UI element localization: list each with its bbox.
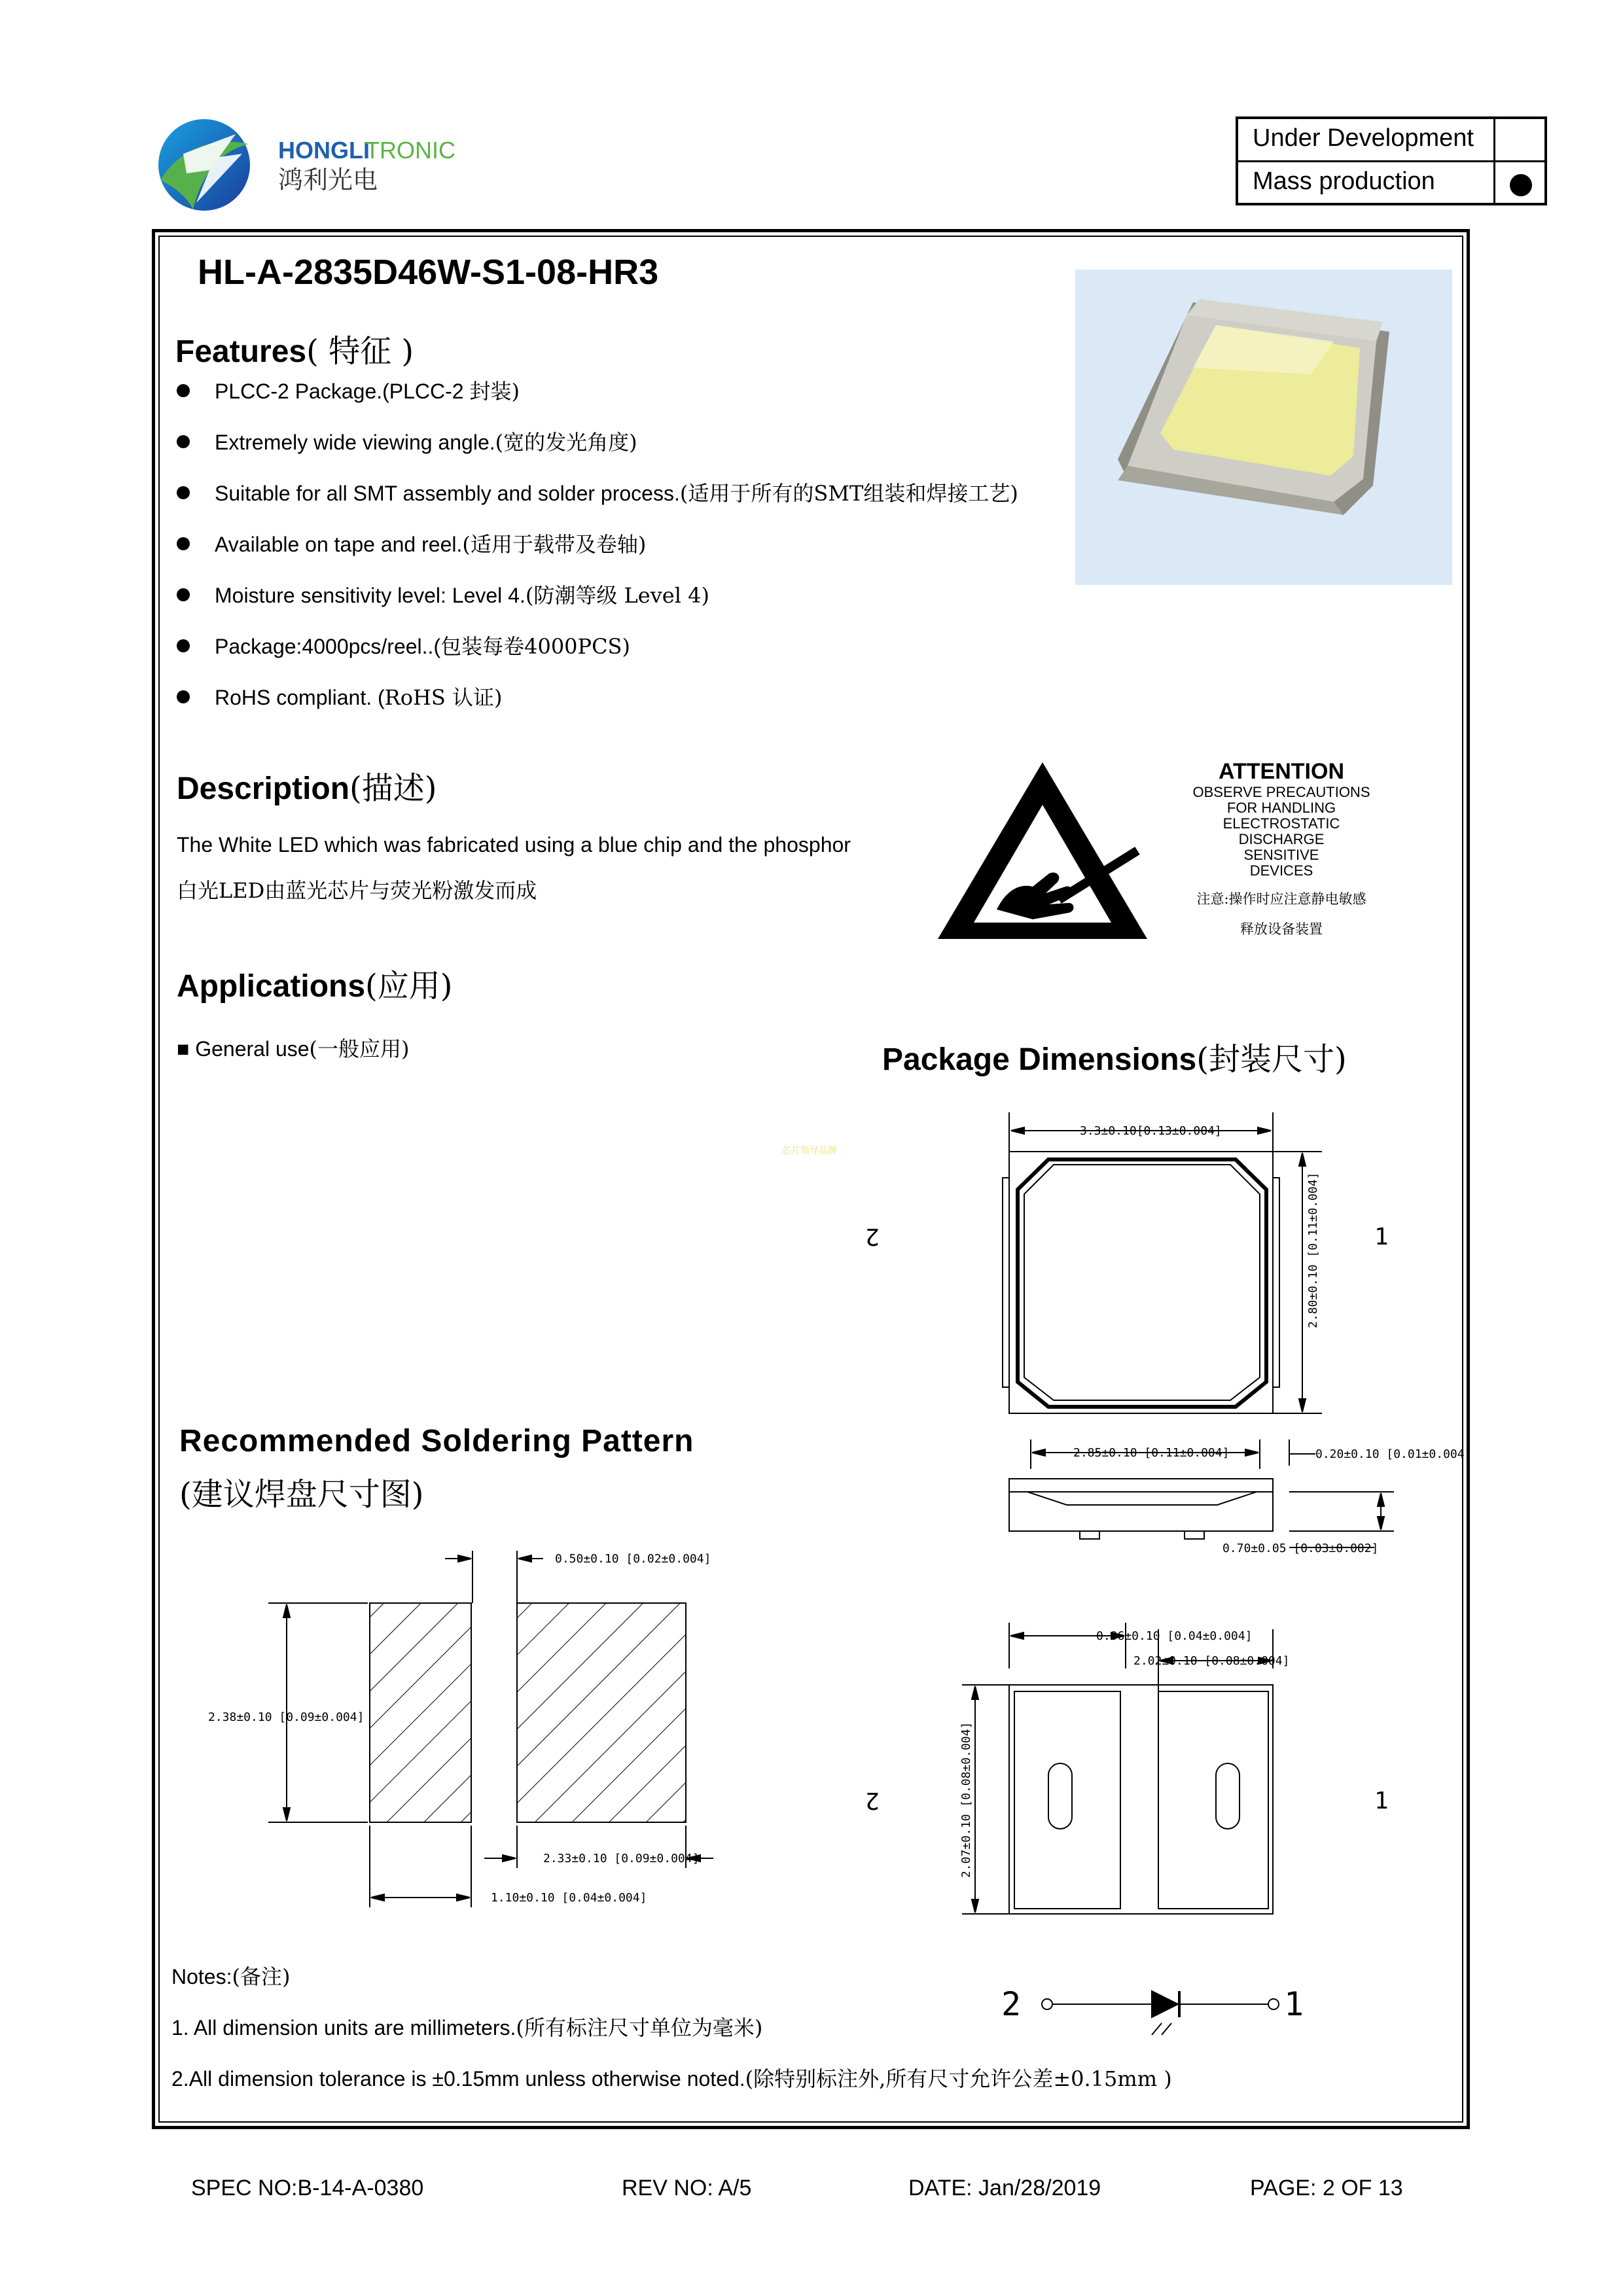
svg-text:0.20±0.10 [0.01±0.004]: 0.20±0.10 [0.01±0.004] [1315, 1447, 1472, 1461]
company-logo [157, 118, 497, 216]
pin-label-right: 1 [1374, 1224, 1389, 1250]
status-checkbox-development [1493, 119, 1544, 160]
status-row-mass-production [1238, 162, 1544, 205]
svg-text:2.07±0.10 [0.08±0.004]: 2.07±0.10 [0.08±0.004] [959, 1722, 973, 1878]
svg-text:0.96±0.10 [0.04±0.004]: 0.96±0.10 [0.04±0.004] [1096, 1629, 1253, 1643]
feature-item: Available on tape and reel.(适用于载带及卷轴) [177, 528, 646, 558]
svg-text:2.85±0.10 [0.11±0.004]: 2.85±0.10 [0.11±0.004] [1073, 1446, 1230, 1460]
feature-item: Package:4000pcs/reel..(包装每卷4000PCS) [177, 630, 630, 660]
attention-line-cn: 释放设备装置 [1240, 921, 1323, 937]
part-number-title: HL-A-2835D46W-S1-08-HR3 [198, 253, 659, 292]
package-dimensions-title-cn: (封装尺寸) [1196, 1041, 1347, 1078]
features-title-cn: ( 特征 ) [306, 333, 414, 370]
pin-label-left: 2 [865, 1223, 880, 1250]
feature-item: RoHS compliant. (RoHS 认证) [177, 681, 503, 711]
attention-line: DEVICES [1249, 862, 1313, 879]
feature-item: Moisture sensitivity level: Level 4.(防潮等级 Level 4) [177, 579, 709, 609]
note-item: 1. All dimension units are millimeters.(所有标注尺寸单位为毫米) [171, 2015, 763, 2040]
led-product-photo [1075, 270, 1452, 585]
svg-text:1.10±0.10 [0.04±0.004]: 1.10±0.10 [0.04±0.004] [491, 1891, 647, 1905]
description-text-en: The White LED which was fabricated using a blue chip and the phosphor [177, 833, 851, 857]
applications-heading [177, 961, 453, 1006]
features-heading [175, 326, 414, 371]
feature-item: PLCC-2 Package.(PLCC-2 封装) [177, 375, 520, 405]
footer-spec-no: SPEC NO:B-14-A-0380 [191, 2176, 424, 2200]
attention-line: ELECTROSTATIC [1222, 815, 1340, 832]
application-item: ■ General use(一般应用) [177, 1036, 410, 1061]
soldering-pattern-drawing [196, 1531, 785, 1937]
watermark-text: 芯片领导品牌 [782, 1145, 837, 1156]
svg-text:2.02±0.10 [0.08±0.004]: 2.02±0.10 [0.08±0.004] [1133, 1654, 1290, 1668]
svg-text:1: 1 [1284, 1985, 1304, 2023]
applications-title: Applications [177, 969, 366, 1004]
status-checkbox-mass-production [1493, 162, 1544, 205]
side-view [1009, 1439, 1471, 1555]
esd-warning-icon [935, 759, 1150, 942]
notes-title: Notes:(备注) [171, 1964, 291, 1989]
svg-text:3.3±0.10[0.13±0.004]: 3.3±0.10[0.13±0.004] [1080, 1124, 1222, 1138]
description-title: Description [177, 771, 350, 806]
svg-text:2: 2 [865, 1787, 880, 1814]
footer-date: DATE: Jan/28/2019 [908, 2176, 1101, 2200]
status-row-development [1238, 119, 1544, 162]
logo-brand-light: TRONIC [365, 137, 455, 164]
feature-item: Extremely wide viewing angle.(宽的发光角度) [177, 426, 637, 456]
attention-line: FOR HANDLING [1226, 800, 1336, 816]
attention-line: OBSERVE PRECAUTIONS [1192, 784, 1370, 800]
attention-line: DISCHARGE [1238, 831, 1325, 847]
description-title-cn: (描述) [349, 770, 437, 807]
svg-text:2: 2 [1001, 1985, 1022, 2023]
attention-line: SENSITIVE [1243, 847, 1319, 863]
footer-page: PAGE: 2 OF 13 [1250, 2176, 1403, 2200]
note-item: 2.All dimension tolerance is ±0.15mm unless otherwise noted.(除特别标注外,所有尺寸允许公差±0.15mm ) [171, 2066, 1172, 2091]
diode-symbol-icon [1001, 1985, 1304, 2035]
esd-attention-block [1164, 759, 1399, 944]
package-dimensions-heading [882, 1034, 1347, 1079]
soldering-heading-cn: (建议焊盘尺寸图) [179, 1476, 424, 1513]
description-heading [177, 763, 437, 808]
svg-text:2.33±0.10 [0.09±0.004]: 2.33±0.10 [0.09±0.004] [543, 1852, 700, 1865]
attention-title: ATTENTION [1218, 759, 1344, 784]
package-dimensions-title: Package Dimensions [882, 1042, 1197, 1077]
status-label-development: Under Development [1253, 124, 1474, 152]
attention-line-cn: 注意:操作时应注意静电敏感 [1196, 891, 1366, 907]
svg-text:2.38±0.10 [0.09±0.004]: 2.38±0.10 [0.09±0.004] [208, 1710, 365, 1724]
svg-text:0.70±0.05 [0.03±0.002]: 0.70±0.05 [0.03±0.002] [1222, 1542, 1379, 1555]
feature-item: Suitable for all SMT assembly and solder process.(适用于所有的SMT组装和焊接工艺) [177, 477, 1018, 507]
status-filled-dot [1510, 174, 1532, 196]
applications-title-cn: (应用) [365, 968, 453, 1004]
logo-brand-bold: HONGLI [278, 137, 370, 164]
description-text-cn: 白光LED由蓝光芯片与荧光粉激发而成 [177, 878, 537, 903]
bottom-view [865, 1623, 1388, 1914]
footer-rev-no: REV NO: A/5 [622, 2176, 752, 2200]
status-table [1236, 116, 1547, 205]
top-view [865, 1112, 1388, 1413]
soldering-heading: Recommended Soldering Pattern [179, 1424, 694, 1458]
package-dimension-drawing [865, 1112, 1472, 2041]
logo-brand-cn: 鸿利光电 [278, 166, 378, 194]
svg-text:2.80±0.10 [0.11±0.004]: 2.80±0.10 [0.11±0.004] [1306, 1172, 1320, 1328]
svg-text:0.50±0.10 [0.02±0.004]: 0.50±0.10 [0.02±0.004] [555, 1552, 711, 1566]
features-title: Features [175, 334, 307, 369]
svg-text:1: 1 [1374, 1788, 1389, 1814]
status-label-mass-production: Mass production [1253, 168, 1435, 195]
